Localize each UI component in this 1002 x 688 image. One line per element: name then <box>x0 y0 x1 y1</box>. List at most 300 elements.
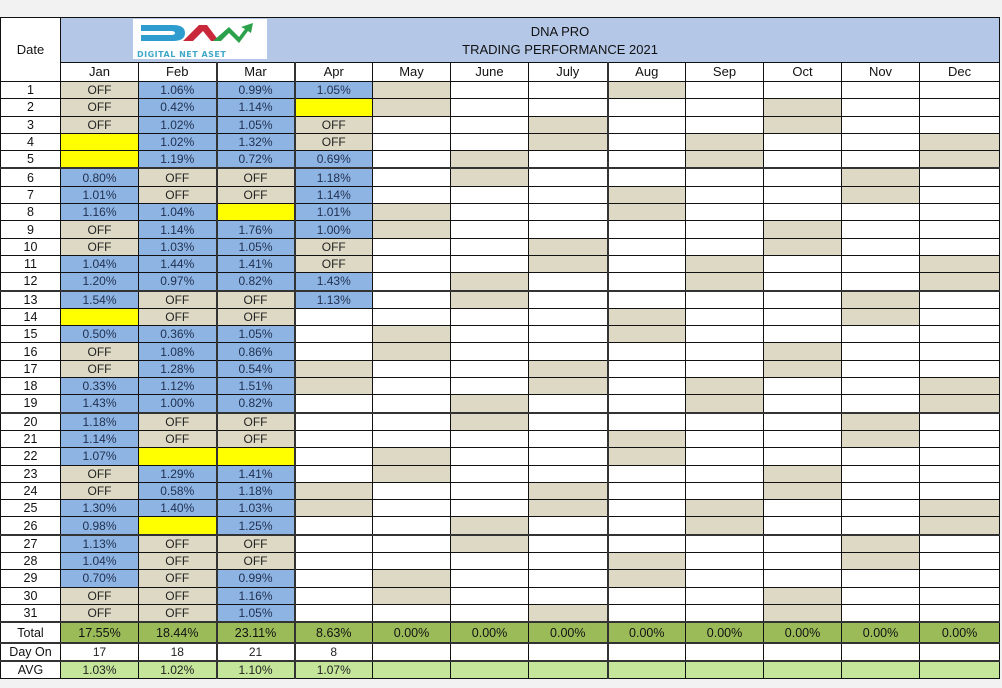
empty-cell[interactable] <box>920 343 1000 360</box>
return-cell[interactable]: 1.32% <box>217 133 295 150</box>
empty-cell[interactable] <box>608 343 686 360</box>
off-cell[interactable]: OFF <box>61 482 139 499</box>
off-cell[interactable]: OFF <box>295 133 373 150</box>
empty-cell[interactable] <box>608 204 686 221</box>
empty-cell[interactable] <box>451 587 529 604</box>
empty-cell[interactable] <box>373 273 451 291</box>
empty-cell[interactable] <box>686 570 764 587</box>
empty-cell[interactable] <box>686 326 764 343</box>
empty-cell[interactable] <box>920 238 1000 255</box>
day-on-row-cell[interactable] <box>373 643 451 661</box>
empty-cell[interactable] <box>529 133 608 150</box>
return-cell[interactable]: 1.03% <box>139 238 217 255</box>
total-row-cell[interactable]: 0.00% <box>920 622 1000 643</box>
empty-cell[interactable] <box>608 99 686 116</box>
return-cell[interactable]: 1.44% <box>139 255 217 272</box>
empty-cell[interactable] <box>373 448 451 465</box>
empty-cell[interactable] <box>842 604 920 622</box>
return-cell[interactable]: 1.00% <box>139 395 217 413</box>
empty-cell[interactable] <box>373 116 451 133</box>
return-cell[interactable]: 0.54% <box>217 360 295 377</box>
avg-row-cell[interactable]: 1.10% <box>217 661 295 679</box>
empty-cell[interactable] <box>764 99 842 116</box>
empty-cell[interactable] <box>920 116 1000 133</box>
empty-cell[interactable] <box>608 168 686 186</box>
empty-cell[interactable] <box>451 482 529 499</box>
empty-cell[interactable] <box>764 517 842 535</box>
empty-cell[interactable] <box>529 448 608 465</box>
empty-cell[interactable] <box>451 570 529 587</box>
empty-cell[interactable] <box>920 308 1000 325</box>
empty-cell[interactable] <box>764 430 842 447</box>
empty-cell[interactable] <box>295 430 373 447</box>
return-cell[interactable]: 1.05% <box>217 604 295 622</box>
return-cell[interactable]: 0.86% <box>217 343 295 360</box>
return-cell[interactable]: 1.04% <box>61 553 139 570</box>
return-cell[interactable]: 1.04% <box>139 204 217 221</box>
empty-cell[interactable] <box>451 116 529 133</box>
return-cell[interactable]: 0.50% <box>61 326 139 343</box>
empty-cell[interactable] <box>842 553 920 570</box>
return-cell[interactable]: 1.54% <box>61 291 139 309</box>
empty-cell[interactable] <box>764 168 842 186</box>
off-cell[interactable]: OFF <box>139 186 217 203</box>
empty-cell[interactable] <box>686 82 764 99</box>
empty-cell[interactable] <box>764 570 842 587</box>
empty-cell[interactable] <box>920 482 1000 499</box>
avg-row-cell[interactable] <box>373 661 451 679</box>
empty-cell[interactable] <box>451 291 529 309</box>
off-cell[interactable]: OFF <box>139 168 217 186</box>
off-cell[interactable]: OFF <box>217 553 295 570</box>
off-cell[interactable]: OFF <box>295 255 373 272</box>
return-cell[interactable]: 1.18% <box>217 482 295 499</box>
empty-cell[interactable] <box>764 151 842 169</box>
day-on-row-cell[interactable] <box>529 643 608 661</box>
empty-cell[interactable] <box>842 151 920 169</box>
empty-cell[interactable] <box>451 517 529 535</box>
return-cell[interactable]: 1.12% <box>139 378 217 395</box>
empty-cell[interactable] <box>529 553 608 570</box>
empty-cell[interactable] <box>295 570 373 587</box>
empty-cell[interactable] <box>764 604 842 622</box>
empty-cell[interactable] <box>373 430 451 447</box>
empty-cell[interactable] <box>451 99 529 116</box>
empty-cell[interactable] <box>608 604 686 622</box>
return-cell[interactable]: 0.97% <box>139 273 217 291</box>
empty-cell[interactable] <box>451 430 529 447</box>
empty-cell[interactable] <box>608 273 686 291</box>
empty-cell[interactable] <box>373 413 451 431</box>
empty-cell[interactable] <box>529 116 608 133</box>
off-cell[interactable]: OFF <box>139 570 217 587</box>
day-on-row-cell[interactable] <box>451 643 529 661</box>
off-cell[interactable]: OFF <box>139 430 217 447</box>
empty-cell[interactable] <box>764 116 842 133</box>
empty-cell[interactable] <box>451 395 529 413</box>
empty-cell[interactable] <box>529 535 608 553</box>
empty-cell[interactable] <box>529 430 608 447</box>
empty-cell[interactable] <box>608 465 686 482</box>
empty-cell[interactable] <box>451 151 529 169</box>
empty-cell[interactable] <box>295 448 373 465</box>
empty-cell[interactable] <box>373 308 451 325</box>
empty-cell[interactable] <box>451 255 529 272</box>
day-on-row-cell[interactable] <box>608 643 686 661</box>
empty-cell[interactable] <box>842 570 920 587</box>
empty-cell[interactable] <box>842 535 920 553</box>
empty-cell[interactable] <box>373 204 451 221</box>
empty-cell[interactable] <box>920 553 1000 570</box>
empty-cell[interactable] <box>451 308 529 325</box>
empty-cell[interactable] <box>373 500 451 517</box>
missing-cell[interactable] <box>139 448 217 465</box>
empty-cell[interactable] <box>842 168 920 186</box>
empty-cell[interactable] <box>295 500 373 517</box>
off-cell[interactable]: OFF <box>139 587 217 604</box>
empty-cell[interactable] <box>529 360 608 377</box>
empty-cell[interactable] <box>842 308 920 325</box>
empty-cell[interactable] <box>764 535 842 553</box>
return-cell[interactable]: 1.16% <box>61 204 139 221</box>
return-cell[interactable]: 1.03% <box>217 500 295 517</box>
empty-cell[interactable] <box>842 500 920 517</box>
empty-cell[interactable] <box>608 151 686 169</box>
return-cell[interactable]: 0.33% <box>61 378 139 395</box>
empty-cell[interactable] <box>686 151 764 169</box>
off-cell[interactable]: OFF <box>139 535 217 553</box>
empty-cell[interactable] <box>295 465 373 482</box>
return-cell[interactable]: 1.07% <box>61 448 139 465</box>
empty-cell[interactable] <box>608 326 686 343</box>
empty-cell[interactable] <box>529 168 608 186</box>
empty-cell[interactable] <box>295 308 373 325</box>
empty-cell[interactable] <box>451 535 529 553</box>
empty-cell[interactable] <box>920 517 1000 535</box>
return-cell[interactable]: 1.20% <box>61 273 139 291</box>
off-cell[interactable]: OFF <box>61 116 139 133</box>
empty-cell[interactable] <box>451 604 529 622</box>
avg-row-cell[interactable] <box>764 661 842 679</box>
total-row-cell[interactable]: 8.63% <box>295 622 373 643</box>
empty-cell[interactable] <box>373 133 451 150</box>
empty-cell[interactable] <box>373 482 451 499</box>
off-cell[interactable]: OFF <box>61 238 139 255</box>
empty-cell[interactable] <box>529 587 608 604</box>
total-row-cell[interactable]: 0.00% <box>451 622 529 643</box>
empty-cell[interactable] <box>608 482 686 499</box>
day-on-row-cell[interactable] <box>764 643 842 661</box>
empty-cell[interactable] <box>529 99 608 116</box>
return-cell[interactable]: 1.14% <box>217 99 295 116</box>
off-cell[interactable]: OFF <box>61 587 139 604</box>
empty-cell[interactable] <box>920 151 1000 169</box>
empty-cell[interactable] <box>373 570 451 587</box>
empty-cell[interactable] <box>686 273 764 291</box>
avg-row-cell[interactable] <box>608 661 686 679</box>
empty-cell[interactable] <box>608 238 686 255</box>
return-cell[interactable]: 1.02% <box>139 133 217 150</box>
empty-cell[interactable] <box>608 395 686 413</box>
missing-cell[interactable] <box>295 99 373 116</box>
empty-cell[interactable] <box>764 553 842 570</box>
empty-cell[interactable] <box>686 238 764 255</box>
empty-cell[interactable] <box>608 448 686 465</box>
empty-cell[interactable] <box>529 221 608 238</box>
empty-cell[interactable] <box>373 465 451 482</box>
empty-cell[interactable] <box>373 395 451 413</box>
empty-cell[interactable] <box>686 99 764 116</box>
empty-cell[interactable] <box>764 273 842 291</box>
empty-cell[interactable] <box>373 255 451 272</box>
total-row-cell[interactable]: 0.00% <box>529 622 608 643</box>
empty-cell[interactable] <box>686 291 764 309</box>
empty-cell[interactable] <box>764 133 842 150</box>
empty-cell[interactable] <box>764 500 842 517</box>
empty-cell[interactable] <box>608 116 686 133</box>
day-on-row-cell[interactable] <box>686 643 764 661</box>
return-cell[interactable]: 1.43% <box>61 395 139 413</box>
empty-cell[interactable] <box>920 378 1000 395</box>
empty-cell[interactable] <box>529 273 608 291</box>
empty-cell[interactable] <box>686 553 764 570</box>
total-row-cell[interactable]: 0.00% <box>764 622 842 643</box>
empty-cell[interactable] <box>920 604 1000 622</box>
return-cell[interactable]: 0.72% <box>217 151 295 169</box>
return-cell[interactable]: 0.58% <box>139 482 217 499</box>
off-cell[interactable]: OFF <box>295 116 373 133</box>
empty-cell[interactable] <box>842 343 920 360</box>
return-cell[interactable]: 1.06% <box>139 82 217 99</box>
empty-cell[interactable] <box>686 186 764 203</box>
total-row-cell[interactable]: 0.00% <box>373 622 451 643</box>
empty-cell[interactable] <box>529 151 608 169</box>
empty-cell[interactable] <box>842 116 920 133</box>
off-cell[interactable]: OFF <box>217 535 295 553</box>
off-cell[interactable]: OFF <box>139 604 217 622</box>
empty-cell[interactable] <box>608 186 686 203</box>
empty-cell[interactable] <box>686 308 764 325</box>
return-cell[interactable]: 1.30% <box>61 500 139 517</box>
empty-cell[interactable] <box>373 587 451 604</box>
empty-cell[interactable] <box>764 186 842 203</box>
empty-cell[interactable] <box>686 604 764 622</box>
avg-row-cell[interactable]: 1.03% <box>61 661 139 679</box>
empty-cell[interactable] <box>295 343 373 360</box>
empty-cell[interactable] <box>529 291 608 309</box>
empty-cell[interactable] <box>764 587 842 604</box>
empty-cell[interactable] <box>920 273 1000 291</box>
empty-cell[interactable] <box>920 168 1000 186</box>
empty-cell[interactable] <box>451 204 529 221</box>
empty-cell[interactable] <box>686 517 764 535</box>
empty-cell[interactable] <box>451 465 529 482</box>
return-cell[interactable]: 1.05% <box>217 326 295 343</box>
return-cell[interactable]: 0.82% <box>217 273 295 291</box>
empty-cell[interactable] <box>842 517 920 535</box>
empty-cell[interactable] <box>920 133 1000 150</box>
empty-cell[interactable] <box>608 255 686 272</box>
off-cell[interactable]: OFF <box>61 82 139 99</box>
return-cell[interactable]: 1.25% <box>217 517 295 535</box>
empty-cell[interactable] <box>920 186 1000 203</box>
empty-cell[interactable] <box>920 413 1000 431</box>
empty-cell[interactable] <box>295 395 373 413</box>
empty-cell[interactable] <box>373 151 451 169</box>
empty-cell[interactable] <box>608 291 686 309</box>
empty-cell[interactable] <box>842 430 920 447</box>
return-cell[interactable]: 1.19% <box>139 151 217 169</box>
avg-row-cell[interactable] <box>686 661 764 679</box>
empty-cell[interactable] <box>920 587 1000 604</box>
empty-cell[interactable] <box>842 448 920 465</box>
empty-cell[interactable] <box>295 360 373 377</box>
avg-row-cell[interactable] <box>842 661 920 679</box>
empty-cell[interactable] <box>529 343 608 360</box>
return-cell[interactable]: 1.14% <box>61 430 139 447</box>
empty-cell[interactable] <box>920 255 1000 272</box>
return-cell[interactable]: 1.41% <box>217 465 295 482</box>
empty-cell[interactable] <box>686 378 764 395</box>
empty-cell[interactable] <box>764 221 842 238</box>
empty-cell[interactable] <box>373 221 451 238</box>
empty-cell[interactable] <box>686 133 764 150</box>
empty-cell[interactable] <box>373 82 451 99</box>
day-on-row-cell[interactable]: 18 <box>139 643 217 661</box>
empty-cell[interactable] <box>686 343 764 360</box>
missing-cell[interactable] <box>139 517 217 535</box>
empty-cell[interactable] <box>842 360 920 377</box>
off-cell[interactable]: OFF <box>61 604 139 622</box>
empty-cell[interactable] <box>920 430 1000 447</box>
return-cell[interactable]: 1.08% <box>139 343 217 360</box>
off-cell[interactable]: OFF <box>61 221 139 238</box>
off-cell[interactable]: OFF <box>217 168 295 186</box>
off-cell[interactable]: OFF <box>139 308 217 325</box>
empty-cell[interactable] <box>608 430 686 447</box>
empty-cell[interactable] <box>529 378 608 395</box>
empty-cell[interactable] <box>529 308 608 325</box>
empty-cell[interactable] <box>373 553 451 570</box>
return-cell[interactable]: 1.02% <box>139 116 217 133</box>
empty-cell[interactable] <box>451 500 529 517</box>
empty-cell[interactable] <box>920 570 1000 587</box>
return-cell[interactable]: 0.80% <box>61 168 139 186</box>
avg-row-cell[interactable] <box>529 661 608 679</box>
empty-cell[interactable] <box>295 378 373 395</box>
empty-cell[interactable] <box>686 168 764 186</box>
empty-cell[interactable] <box>529 255 608 272</box>
return-cell[interactable]: 0.70% <box>61 570 139 587</box>
empty-cell[interactable] <box>295 535 373 553</box>
empty-cell[interactable] <box>373 378 451 395</box>
empty-cell[interactable] <box>842 413 920 431</box>
empty-cell[interactable] <box>842 238 920 255</box>
return-cell[interactable]: 1.01% <box>61 186 139 203</box>
empty-cell[interactable] <box>451 186 529 203</box>
empty-cell[interactable] <box>529 604 608 622</box>
empty-cell[interactable] <box>686 204 764 221</box>
return-cell[interactable]: 1.16% <box>217 587 295 604</box>
return-cell[interactable]: 1.28% <box>139 360 217 377</box>
empty-cell[interactable] <box>608 553 686 570</box>
empty-cell[interactable] <box>842 99 920 116</box>
empty-cell[interactable] <box>373 168 451 186</box>
return-cell[interactable]: 1.00% <box>295 221 373 238</box>
empty-cell[interactable] <box>373 343 451 360</box>
empty-cell[interactable] <box>842 255 920 272</box>
empty-cell[interactable] <box>295 517 373 535</box>
empty-cell[interactable] <box>764 448 842 465</box>
avg-row-cell[interactable]: 1.07% <box>295 661 373 679</box>
empty-cell[interactable] <box>920 448 1000 465</box>
empty-cell[interactable] <box>451 360 529 377</box>
day-on-row-cell[interactable]: 17 <box>61 643 139 661</box>
empty-cell[interactable] <box>451 221 529 238</box>
empty-cell[interactable] <box>764 291 842 309</box>
return-cell[interactable]: 0.36% <box>139 326 217 343</box>
empty-cell[interactable] <box>295 482 373 499</box>
empty-cell[interactable] <box>608 535 686 553</box>
empty-cell[interactable] <box>920 99 1000 116</box>
empty-cell[interactable] <box>295 553 373 570</box>
off-cell[interactable]: OFF <box>61 343 139 360</box>
return-cell[interactable]: 0.99% <box>217 82 295 99</box>
empty-cell[interactable] <box>608 413 686 431</box>
empty-cell[interactable] <box>608 360 686 377</box>
empty-cell[interactable] <box>608 133 686 150</box>
empty-cell[interactable] <box>451 326 529 343</box>
day-on-row-cell[interactable] <box>842 643 920 661</box>
off-cell[interactable]: OFF <box>61 465 139 482</box>
empty-cell[interactable] <box>373 99 451 116</box>
empty-cell[interactable] <box>608 221 686 238</box>
empty-cell[interactable] <box>608 587 686 604</box>
empty-cell[interactable] <box>920 82 1000 99</box>
empty-cell[interactable] <box>373 360 451 377</box>
total-row-cell[interactable]: 0.00% <box>686 622 764 643</box>
off-cell[interactable]: OFF <box>217 186 295 203</box>
empty-cell[interactable] <box>842 465 920 482</box>
return-cell[interactable]: 0.99% <box>217 570 295 587</box>
return-cell[interactable]: 0.42% <box>139 99 217 116</box>
empty-cell[interactable] <box>842 273 920 291</box>
empty-cell[interactable] <box>451 378 529 395</box>
empty-cell[interactable] <box>842 326 920 343</box>
empty-cell[interactable] <box>686 535 764 553</box>
empty-cell[interactable] <box>373 517 451 535</box>
empty-cell[interactable] <box>764 326 842 343</box>
avg-row-cell[interactable] <box>920 661 1000 679</box>
empty-cell[interactable] <box>686 430 764 447</box>
empty-cell[interactable] <box>686 395 764 413</box>
empty-cell[interactable] <box>764 465 842 482</box>
empty-cell[interactable] <box>529 238 608 255</box>
empty-cell[interactable] <box>373 604 451 622</box>
empty-cell[interactable] <box>608 82 686 99</box>
empty-cell[interactable] <box>764 204 842 221</box>
empty-cell[interactable] <box>295 604 373 622</box>
off-cell[interactable]: OFF <box>295 238 373 255</box>
return-cell[interactable]: 1.14% <box>139 221 217 238</box>
off-cell[interactable]: OFF <box>217 413 295 431</box>
total-row-cell[interactable]: 0.00% <box>608 622 686 643</box>
empty-cell[interactable] <box>451 133 529 150</box>
empty-cell[interactable] <box>529 482 608 499</box>
return-cell[interactable]: 0.98% <box>61 517 139 535</box>
empty-cell[interactable] <box>842 82 920 99</box>
return-cell[interactable]: 1.01% <box>295 204 373 221</box>
